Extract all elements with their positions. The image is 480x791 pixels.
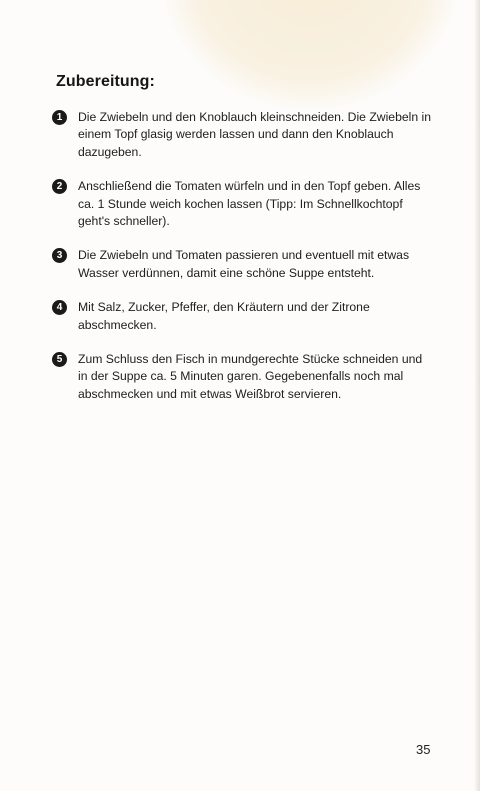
preparation-steps-list <box>52 109 432 403</box>
step-item-4 <box>52 299 432 334</box>
step-number-badge: 2 <box>52 179 67 194</box>
step-item-1 <box>52 109 432 161</box>
step-text: Mit Salz, Zucker, Pfeffer, den Kräutern und der Zitrone abschmecken. <box>78 300 370 332</box>
step-number-badge: 5 <box>52 352 67 367</box>
step-item-2 <box>52 178 432 230</box>
step-text: Anschließend die Tomaten würfeln und in den Topf geben. Alles ca. 1 Stunde weich kochen lassen (Tipp: Im Schnellkochtopf geht's schneller). <box>78 179 421 229</box>
step-text: Die Zwiebeln und Tomaten passieren und eventuell mit etwas Wasser verdünnen, damit eine schöne Suppe entsteht. <box>78 248 410 280</box>
step-text: Die Zwiebeln und den Knoblauch kleinschneiden. Die Zwiebeln in einem Topf glasig werden lassen und dann den Knoblauch dazugeben. <box>78 110 431 159</box>
step-text: Zum Schluss den Fisch in mundgerechte Stücke schneiden und in der Suppe ca. 5 Minuten garen. Gegebenenfalls noch mal abschmecken und mit etwas Weißbrot servieren. <box>78 352 423 401</box>
background-tint-shape <box>160 0 460 110</box>
page-number: 35 <box>416 742 431 757</box>
step-item-3 <box>52 247 432 282</box>
step-number-badge: 4 <box>52 300 67 315</box>
step-number-badge: 1 <box>52 110 67 125</box>
step-number-badge: 3 <box>52 248 67 263</box>
section-heading: Zubereitung: <box>56 73 155 90</box>
step-item-5 <box>52 351 432 403</box>
page-edge-shadow <box>474 0 480 791</box>
